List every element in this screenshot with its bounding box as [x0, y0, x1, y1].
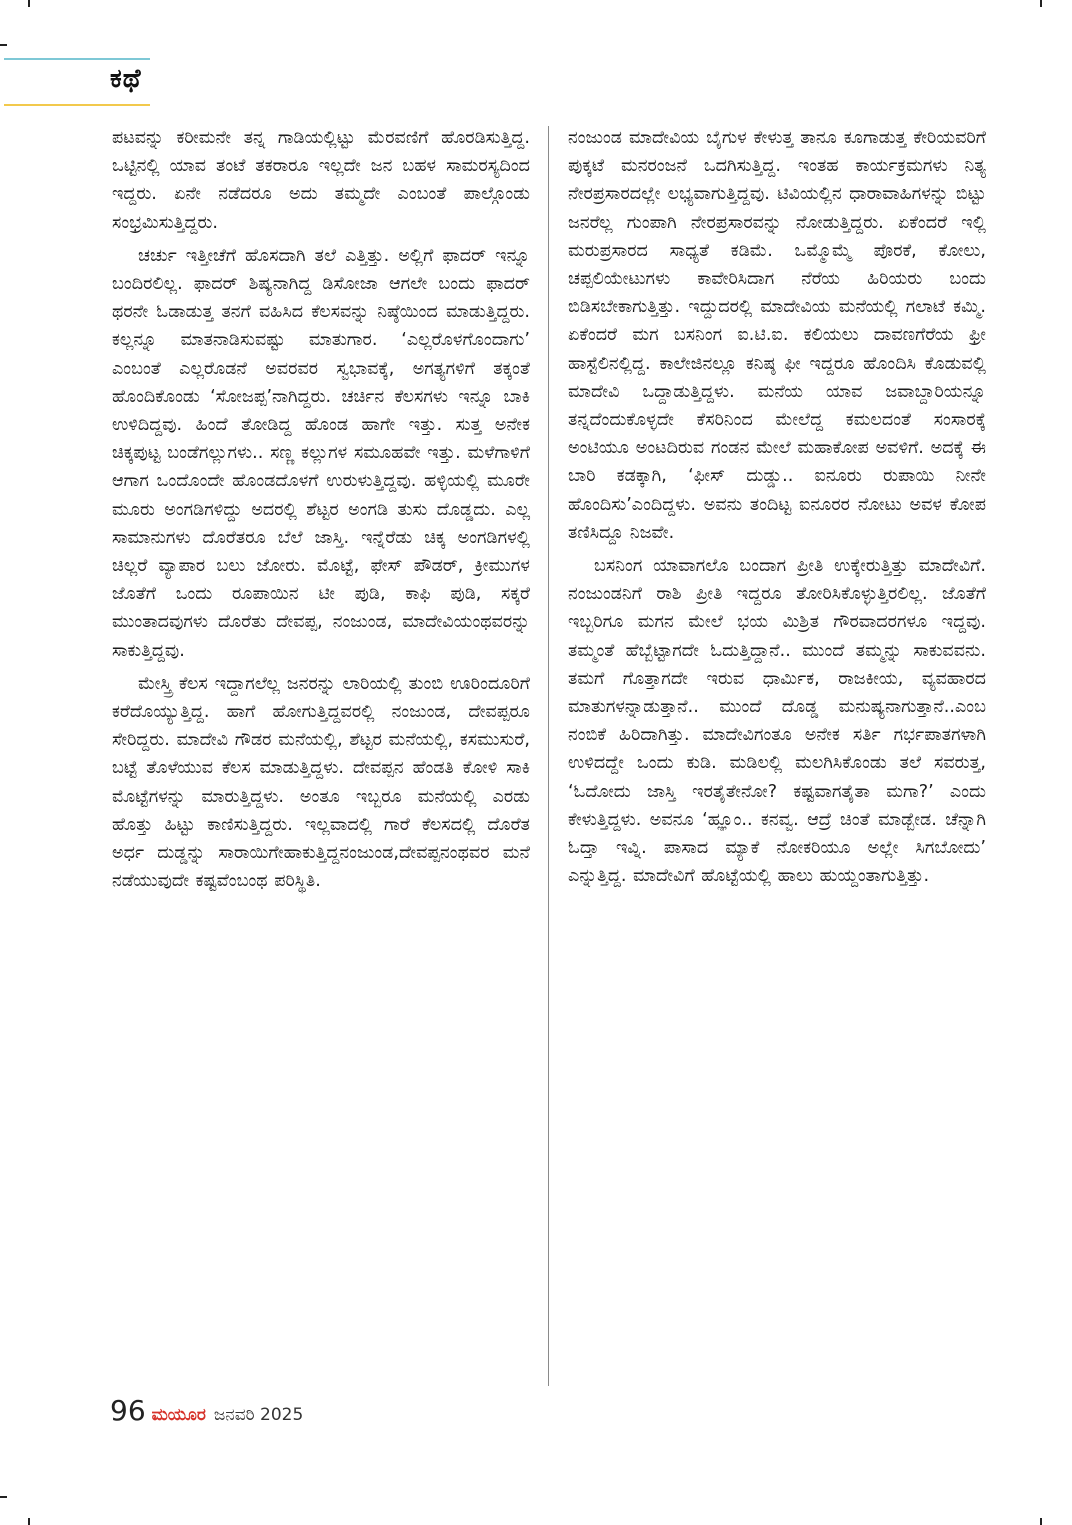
paragraph: ಮೇಸ್ತ್ರಿ ಕೆಲಸ ಇದ್ದಾಗಲೆಲ್ಲ ಜನರನ್ನು ಲಾರಿಯಲ್ಲಿ ತುಂಬಿ ಊರಿಂದೂರಿಗೆ ಕರೆದೊಯ್ಯುತ್ತಿದ್ದ. ಹಾಗೆ ಹೋಗುತ್ತಿದ್ದವರಲ್ಲಿ ನಂಜುಂಡ, ದೇವಪ್ಪರೂ ಸೇರಿದ್ದರು. ಮಾದೇವಿ ಗೌಡರ ಮನೆಯಲ್ಲಿ, ಶೆಟ್ಟರ ಮನೆಯಲ್ಲಿ, ಕಸಮುಸುರೆ, ಬಟ್ಟೆ ತೊಳೆಯುವ ಕೆಲಸ ಮಾಡುತ್ತಿದ್ದಳು. ದೇವಪ್ಪನ ಹೆಂಡತಿ ಕೋಳಿ ಸಾಕಿ ಮೊಟ್ಟೆಗಳನ್ನು ಮಾರುತ್ತಿದ್ದಳು. ಅಂತೂ ಇಬ್ಬರೂ ಮನೆಯಲ್ಲಿ ಎರಡು ಹೊತ್ತು ಹಿಟ್ಟು ಕಾಣಿಸುತ್ತಿದ್ದರು. ಇಲ್ಲವಾದಲ್ಲಿ ಗಾರೆ ಕೆಲಸದಲ್ಲಿ ದೊರೆತ ಅರ್ಧ ದುಡ್ಡನ್ನು ಸಾರಾಯಿಗೇಹಾಕುತ್ತಿದ್ದನಂಜುಂಡ,ದೇವಪ್ಪನಂಥವರ ಮನೆ ನಡೆಯುವುದೇ ಕಷ್ಟವೆಂಬಂಥ ಪರಿಸ್ಥಿತಿ.	[112, 673, 530, 892]
column-divider	[548, 126, 549, 1386]
page-footer	[110, 1394, 303, 1427]
header-rule-bottom	[4, 104, 150, 106]
crop-mark	[28, 1518, 30, 1525]
magazine-logo: ಮಯೂರ	[151, 1405, 206, 1425]
paragraph: ನಂಜುಂಡ ಮಾದೇವಿಯ ಬೈಗುಳ ಕೇಳುತ್ತ ತಾನೂ ಕೂಗಾಡುತ್ತ ಕೇರಿಯವರಿಗೆ ಪುಕ್ಕಟೆ ಮನರಂಜನೆ ಒದಗಿಸುತ್ತಿದ್ದ. ಇಂತಹ ಕಾರ್ಯಕ್ರಮಗಳು ನಿತ್ಯ ನೇರಪ್ರಸಾರದಲ್ಲೇ ಲಭ್ಯವಾಗುತ್ತಿದ್ದವು. ಟಿವಿಯಲ್ಲಿನ ಧಾರಾವಾಹಿಗಳನ್ನು ಬಿಟ್ಟು ಜನರೆಲ್ಲ ಗುಂಪಾಗಿ ನೇರಪ್ರಸಾರವನ್ನು ನೋಡುತ್ತಿದ್ದರು. ಏಕೆಂದರೆ ಇಲ್ಲಿ ಮರುಪ್ರಸಾರದ ಸಾಧ್ಯತೆ ಕಡಿಮೆ. ಒಮ್ಮೊಮ್ಮೆ ಪೊರಕೆ, ಕೋಲು, ಚಪ್ಪಲಿಯೇಟುಗಳು ಕಾವೇರಿಸಿದಾಗ ನೆರೆಯ ಹಿರಿಯರು ಬಂದು ಬಿಡಿಸಬೇಕಾಗುತ್ತಿತ್ತು. ಇದ್ದುದರಲ್ಲಿ ಮಾದೇವಿಯ ಮನೆಯಲ್ಲಿ ಗಲಾಟೆ ಕಮ್ಮಿ. ಏಕೆಂದರೆ ಮಗ ಬಸನಿಂಗ ಐ.ಟಿ.ಐ. ಕಲಿಯಲು ದಾವಣಗೆರೆಯ ಫ್ರೀ ಹಾಸ್ಟೆಲಿನಲ್ಲಿದ್ದ. ಕಾಲೇಜಿನಲ್ಲೂ ಕನಿಷ್ಠ ಫೀ ಇದ್ದರೂ ಹೊಂದಿಸಿ ಕೊಡುವಲ್ಲಿ ಮಾದೇವಿ ಒದ್ದಾಡುತ್ತಿದ್ದಳು. ಮನೆಯ ಯಾವ ಜವಾಬ್ದಾರಿಯನ್ನೂ ತನ್ನದೆಂದುಕೊಳ್ಳದೇ ಕೆಸರಿನಿಂದ ಮೇಲೆದ್ದ ಕಮಲದಂತೆ ಸಂಸಾರಕ್ಕೆ ಅಂಟಿಯೂ ಅಂಟದಿರುವ ಗಂಡನ ಮೇಲೆ ಮಹಾಕೋಪ ಅವಳಿಗೆ. ಅದಕ್ಕೆ ಈ ಬಾರಿ ಕಡಕ್ಕಾಗಿ, ‘ಫೀಸ್ ದುಡ್ಡು.. ಐನೂರು ರುಪಾಯಿ ನೀನೇ ಹೊಂದಿಸು’ಎಂದಿದ್ದಳು. ಅವನು ತಂದಿಟ್ಟ ಐನೂರರ ನೋಟು ಅವಳ ಕೋಪ ತಣಿಸಿದ್ದೂ ನಿಜವೇ.	[568, 128, 986, 543]
page-number: 96	[110, 1394, 146, 1427]
crop-mark	[28, 0, 30, 7]
header-rule-top	[4, 58, 150, 60]
article-column-right	[568, 124, 986, 895]
article-column-left	[112, 124, 530, 900]
paragraph: ಪಟವನ್ನು ಕರೀಮನೇ ತನ್ನ ಗಾಡಿಯಲ್ಲಿಟ್ಟು ಮೆರವಣಿಗೆ ಹೊರಡಿಸುತ್ತಿದ್ದ. ಒಟ್ಟಿನಲ್ಲಿ ಯಾವ ತಂಟೆ ತಕರಾರೂ ಇಲ್ಲದೇ ಜನ ಬಹಳ ಸಾಮರಸ್ಯದಿಂದ ಇದ್ದರು. ಏನೇ ನಡೆದರೂ ಅದು ತಮ್ಮದೇ ಎಂಬಂತೆ ಪಾಲ್ಗೊಂಡು ಸಂಭ್ರಮಿಸುತ್ತಿದ್ದರು.	[112, 128, 530, 233]
crop-mark	[0, 1496, 7, 1498]
section-title: ಕಥೆ	[110, 64, 142, 94]
crop-mark	[1040, 1518, 1042, 1525]
paragraph: ಬಸನಿಂಗ ಯಾವಾಗಲೊ ಬಂದಾಗ ಪ್ರೀತಿ ಉಕ್ಕೇರುತ್ತಿತ್ತು ಮಾದೇವಿಗೆ. ನಂಜುಂಡನಿಗೆ ರಾಶಿ ಪ್ರೀತಿ ಇದ್ದರೂ ತೋರಿಸಿಕೊಳ್ಳುತ್ತಿರಲಿಲ್ಲ. ಜೊತೆಗೆ ಇಬ್ಬರಿಗೂ ಮಗನ ಮೇಲೆ ಭಯ ಮಿಶ್ರಿತ ಗೌರವಾದರಗಳೂ ಇದ್ದವು. ತಮ್ಮಂತೆ ಹೆಬ್ಬೆಟ್ಟಾಗದೇ ಓದುತ್ತಿದ್ದಾನೆ.. ಮುಂದೆ ತಮ್ಮನ್ನು ಸಾಕುವವನು. ತಮಗೆ ಗೊತ್ತಾಗದೇ ಇರುವ ಧಾರ್ಮಿಕ, ರಾಜಕೀಯ, ವ್ಯವಹಾರದ ಮಾತುಗಳನ್ನಾಡುತ್ತಾನೆ.. ಮುಂದೆ ದೊಡ್ಡ ಮನುಷ್ಯನಾಗುತ್ತಾನೆ..ಎಂಬ ನಂಬಿಕೆ ಹಿರಿದಾಗಿತ್ತು. ಮಾದೇವಿಗಂತೂ ಅನೇಕ ಸರ್ತಿ ಗರ್ಭಪಾತಗಳಾಗಿ ಉಳಿದದ್ದೇ ಒಂದು ಕುಡಿ. ಮಡಿಲಲ್ಲಿ ಮಲಗಿಸಿಕೊಂಡು ತಲೆ ಸವರುತ್ತ, ‘ಓದೋದು ಜಾಸ್ತಿ ಇರತೈತೇನೋ? ಕಷ್ಟವಾಗತೈತಾ ಮಗಾ?’ ಎಂದು ಕೇಳುತ್ತಿದ್ದಳು. ಅವನೂ ‘ಹ್ಞೂಂ.. ಕನವ್ವ. ಆದ್ರೆ ಚಿಂತೆ ಮಾಡ್ಬೇಡ. ಚೆನ್ನಾಗಿ ಓದ್ತಾ ಇವ್ನಿ. ಪಾಸಾದ ಮ್ಯಾಕೆ ನೋಕರಿಯೂ ಅಲ್ಲೇ ಸಿಗಬೋದು’ ಎನ್ನುತ್ತಿದ್ದ. ಮಾದೇವಿಗೆ ಹೊಟ್ಟೆಯಲ್ಲಿ ಹಾಲು ಹುಯ್ದಂತಾಗುತ್ತಿತ್ತು.	[568, 556, 986, 887]
paragraph: ಚರ್ಚು ಇತ್ತೀಚೆಗೆ ಹೊಸದಾಗಿ ತಲೆ ಎತ್ತಿತ್ತು. ಅಲ್ಲಿಗೆ ಫಾದರ್ ಇನ್ನೂ ಬಂದಿರಲಿಲ್ಲ. ಫಾದರ್ ಶಿಷ್ಯನಾಗಿದ್ದ ಡಿಸೋಜಾ ಆಗಲೇ ಬಂದು ಫಾದರ್ ಥರನೇ ಓಡಾಡುತ್ತ ತನಗೆ ವಹಿಸಿದ ಕೆಲಸವನ್ನು ನಿಷ್ಠೆಯಿಂದ ಮಾಡುತ್ತಿದ್ದರು. ಕಲ್ಲನ್ನೂ ಮಾತನಾಡಿಸುವಷ್ಟು ಮಾತುಗಾರ. ‘ಎಲ್ಲರೊಳಗೊಂದಾಗು’ ಎಂಬಂತೆ ಎಲ್ಲರೊಡನೆ ಅವರವರ ಸ್ವಭಾವಕ್ಕೆ, ಅಗತ್ಯಗಳಿಗೆ ತಕ್ಕಂತೆ ಹೊಂದಿಕೊಂಡು ‘ಸೋಜಪ್ಪ’ನಾಗಿದ್ದರು. ಚರ್ಚಿನ ಕೆಲಸಗಳು ಇನ್ನೂ ಬಾಕಿ ಉಳಿದಿದ್ದವು. ಹಿಂದೆ ತೋಡಿದ್ದ ಹೊಂಡ ಹಾಗೇ ಇತ್ತು. ಸುತ್ತ ಅನೇಕ ಚಿಕ್ಕಪುಟ್ಟ ಬಂಡೆಗಲ್ಲುಗಳು.. ಸಣ್ಣ ಕಲ್ಲುಗಳ ಸಮೂಹವೇ ಇತ್ತು. ಮಳೆಗಾಳಿಗೆ ಆಗಾಗ ಒಂದೊಂದೇ ಹೊಂಡದೊಳಗೆ ಉರುಳುತ್ತಿದ್ದವು. ಹಳ್ಳಿಯಲ್ಲಿ ಮೂರೇ ಮೂರು ಅಂಗಡಿಗಳಿದ್ದು ಅದರಲ್ಲಿ ಶೆಟ್ಟರ ಅಂಗಡಿ ತುಸು ದೊಡ್ಡದು. ಎಲ್ಲ ಸಾಮಾನುಗಳು ದೊರೆತರೂ ಬೆಲೆ ಜಾಸ್ತಿ. ಇನ್ನೆರೆಡು ಚಿಕ್ಕ ಅಂಗಡಿಗಳಲ್ಲಿ ಚಿಲ್ಲರೆ ವ್ಯಾಪಾರ ಬಲು ಜೋರು. ಮೊಟ್ಟೆ, ಫೇಸ್ ಪೌಡರ್, ಕ್ರೀಮುಗಳ ಜೊತೆಗೆ ಒಂದು ರೂಪಾಯಿನ ಟೀ ಪುಡಿ, ಕಾಫಿ ಪುಡಿ, ಸಕ್ಕರೆ ಮುಂತಾದವುಗಳು ದೊರೆತು ದೇವಪ್ಪ, ನಂಜುಂಡ, ಮಾದೇವಿಯಂಥವರನ್ನು ಸಾಕುತ್ತಿದ್ದವು.	[112, 245, 530, 661]
crop-mark	[1040, 0, 1042, 7]
issue-date: ಜನವರಿ 2025	[213, 1405, 304, 1425]
crop-mark	[0, 44, 7, 46]
